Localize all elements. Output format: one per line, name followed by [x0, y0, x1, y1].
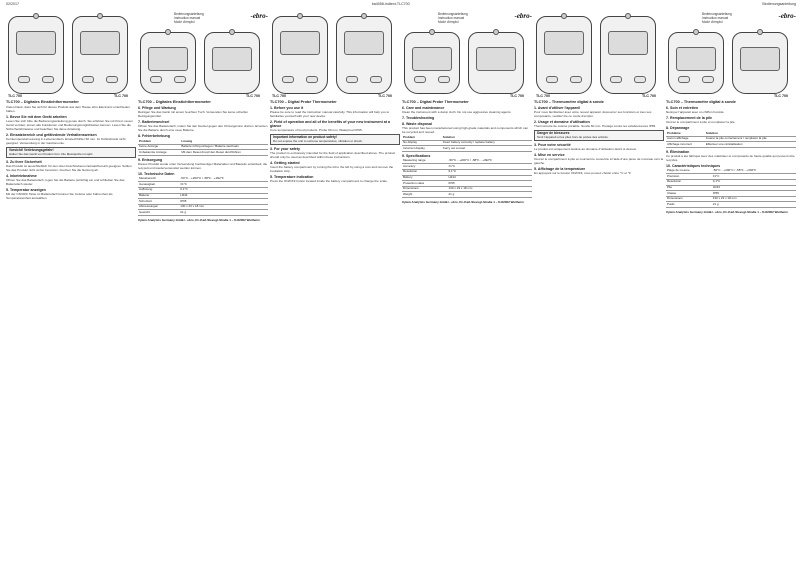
model-label: TLC 700	[378, 94, 392, 98]
section-text: Öffnen Sie das Batteriefach, legen Sie die Batterie polrichtig ein und schließen Sie das Batteriefach wieder.	[6, 178, 125, 187]
table-cell: -50°C…+200°C / -58°F…+392°F	[712, 169, 796, 174]
thermometer-front	[140, 32, 196, 94]
table-cell: Poids	[666, 202, 712, 208]
thermometer-back	[732, 32, 788, 94]
lcd-display	[148, 47, 188, 71]
section-text: Pour vous familiariser avec votre nouvel appareil, découvrez ses fonctions et tous ses composants, veuillez lire ce mode d'emploi.	[534, 110, 652, 118]
table-cell: Battery	[402, 175, 448, 181]
table-cell: Affichage incorrect	[666, 142, 705, 148]
device-illustration	[402, 28, 532, 98]
section-text: Insert the battery compartment by turning the lid to the left by using a coin and remove the insulation strip.	[270, 165, 394, 174]
header-file: ba4058-Indtext-TLC700	[371, 2, 410, 6]
section-text: Dieses Produkt wurde unter Verwendung hochwertiger Materialien und Bauteile entwickelt, die recycelt und wiederverwendet werden können.	[138, 161, 268, 170]
section-heading: 8. Waste disposal	[402, 122, 433, 126]
specifications-table	[402, 159, 532, 198]
section-heading: 2. Field of operation and all of the benefits of your new instrument at a glance	[270, 120, 391, 128]
table-cell: Problème	[666, 131, 705, 136]
button-icon	[282, 76, 294, 83]
section-heading: 7. Troubleshooting	[402, 116, 435, 120]
page-title: TLC700 – Digitales Einstichthermometer	[138, 100, 211, 104]
table-cell: Auflösung	[138, 187, 179, 193]
intro-text: Vielen Dank, dass Sie sich für dieses Produkt aus dem Hause ebro Electronic entschieden haben.	[6, 105, 130, 113]
model-label: TLC 700	[536, 94, 550, 98]
section-heading: 6. Care and maintenance	[402, 106, 445, 110]
table-cell: LR44	[179, 193, 268, 199]
section-heading: 4. Getting started	[270, 161, 300, 166]
specifications-table	[666, 169, 796, 208]
battery-compartment	[608, 31, 648, 55]
meta-line: Mode d'emploi	[174, 20, 195, 24]
section-heading: 5. Affichage de la température	[534, 167, 586, 172]
device-illustration	[534, 12, 664, 98]
table-cell: Messbereich	[138, 177, 179, 182]
manual-page-4	[402, 12, 532, 563]
table-cell: No display	[402, 140, 442, 146]
lcd-display	[16, 31, 56, 55]
section-text: Das Produkt ist ausschließlich für den oben beschriebenen Einsatzbereich geeignet. Sollten Sie das Produkt nicht sicher benutzen, brechen Sie die Nutzung ab.	[6, 164, 132, 173]
button-icon	[610, 76, 622, 83]
page-title: TLC700 – Digital Probe Thermometer	[270, 100, 337, 104]
table-cell: 21 g	[179, 210, 268, 216]
lcd-display	[280, 31, 320, 55]
table-cell: Schutzart	[138, 199, 179, 205]
warning-text: Tenir l'appareil et les piles hors de portée des enfants.	[537, 134, 609, 139]
section-text: Lesen Sie sich bitte die Bedienungsanleitung genau durch. Sie erfahren Sie mit Ihrem neuen Gerät vertraut, lernen alle Funktionen und Bedienungsmöglichkeiten kennen. Lesen Sie die Sicherheitshinweise und beachten Sie diese Anleitung.	[6, 119, 133, 131]
table-row	[402, 146, 532, 152]
meta-line: Bedienungsanleitung	[438, 12, 468, 16]
thermometer-back	[336, 16, 392, 94]
table-cell: Abmessungen	[138, 204, 179, 210]
table-row	[666, 202, 796, 208]
probe-icon	[165, 29, 171, 35]
table-cell: Gewicht	[138, 210, 179, 216]
warning-box	[270, 134, 400, 145]
thermometer-back	[204, 32, 260, 94]
lcd-display	[676, 47, 716, 71]
section-heading: 1. Bevor Sie mit dem Gerät arbeiten	[6, 115, 67, 119]
thermometer-front	[8, 16, 64, 94]
table-cell: IP65	[448, 181, 532, 187]
table-cell: Batterie	[138, 193, 179, 199]
section-heading: 7. Batteriewechsel	[138, 120, 170, 124]
table-cell: Batterie richtig einlegen / Batterie wechseln	[180, 144, 268, 150]
thermometer-back	[468, 32, 524, 94]
table-cell: 0,1°C	[179, 187, 268, 193]
company-address: Xylem Analytics Germany GmbH - ebro, Dr.-Karl-Slevogt-Straße 1 – D-82362 Weilheim	[402, 199, 524, 204]
probe-icon	[757, 29, 763, 35]
table-cell: Problem	[402, 135, 442, 140]
section-text: Clean the instrument with a damp cloth. Do not use aggressive cleaning agents.	[402, 110, 512, 114]
probe-icon	[33, 13, 39, 19]
model-label: TLC 700	[114, 94, 128, 98]
probe-icon	[229, 29, 235, 35]
device-illustration	[270, 12, 400, 98]
table-cell: ±1°C	[448, 164, 532, 170]
table-cell: Weight	[402, 192, 448, 198]
battery-compartment	[476, 47, 516, 71]
thermometer-front	[536, 16, 592, 94]
table-cell: Mit dem Reset-Knopf den Reset durchführen	[180, 150, 268, 156]
lcd-display	[412, 47, 452, 71]
probe-icon	[97, 13, 103, 19]
table-cell: LR44	[712, 185, 796, 191]
table-cell: 0,1°C	[712, 179, 796, 185]
warning-text: Halten Sie das Gerät von Kindern fern. Die Messspitze ist spitz.	[9, 151, 94, 156]
troubleshooting-table	[138, 139, 268, 156]
table-cell: Aucun affichage	[666, 136, 705, 142]
table-cell: Effectuer une réinitialisation	[705, 142, 796, 148]
print-header	[6, 2, 796, 10]
table-cell: Plage de mesure	[666, 169, 712, 174]
meta-line: Instruction manual	[438, 16, 465, 20]
section-heading: 8. Fehlerbehebung	[138, 134, 170, 138]
table-cell: Pile	[666, 185, 712, 191]
table-cell: Unbekannte Anzeige	[138, 150, 180, 156]
meta-line: Mode d'emploi	[702, 20, 723, 24]
section-heading: 6. Soin et entretien	[666, 106, 699, 110]
section-heading: 1. Before you use it	[270, 106, 304, 110]
button-icon	[414, 76, 426, 83]
brand-logo: -ebro-	[778, 12, 796, 20]
table-cell: IP65	[179, 199, 268, 205]
table-cell: Dimensions	[402, 186, 448, 192]
warning-box	[534, 130, 664, 141]
table-cell: -50°C…+200°C / -58°F…+392°F	[448, 159, 532, 164]
table-row	[138, 150, 268, 156]
thermometer-front	[668, 32, 724, 94]
manual-page-3	[270, 12, 400, 563]
probe-icon	[693, 29, 699, 35]
table-cell: Accuracy	[402, 164, 448, 170]
header-doc-type: Bedienungsanleitung	[762, 2, 796, 6]
button-icon	[306, 76, 318, 83]
battery-compartment	[212, 47, 252, 71]
section-text: Core temperature of food products. Probe 60 mm. Waterproof IP65.	[270, 128, 363, 132]
table-cell: Carry out a reset	[442, 146, 532, 152]
button-icon	[346, 76, 358, 83]
section-text: Ouvrez le compartiment à pile en tournant le couvercle à l'aide d'une pièce de monnaie vers la gauche.	[534, 157, 664, 166]
manual-page-5	[534, 12, 664, 563]
model-label: TLC 700	[272, 94, 286, 98]
manual-page-1	[6, 12, 136, 563]
button-icon	[570, 76, 582, 83]
probe-icon	[625, 13, 631, 19]
table-cell: Incorrect display	[402, 146, 442, 152]
table-cell: Solution	[442, 135, 532, 140]
table-cell: Lösung	[180, 139, 268, 144]
section-text: Öffnen Sie das Batteriefach, indem Sie den Deckel gegen den Uhrzeigersinn drehen. Ersetzen Sie die Batterie durch eine neue Batterie.	[138, 124, 268, 132]
page-title: TLC700 – Thermomètre digital à sonde	[666, 100, 736, 104]
warning-title: Vorsicht! Verletzungsgefahr!	[9, 148, 54, 152]
table-cell: Keine Anzeige	[138, 144, 180, 150]
brand-logo: -ebro-	[514, 12, 532, 20]
section-text: The product is exclusively intended for the field of application described above. The product should only be used as described within these instructions.	[270, 151, 396, 160]
table-cell: Insert battery correctly / replace battery	[442, 140, 532, 146]
table-cell: Problem	[138, 139, 180, 144]
page-title: TLC700 – Digitales Einstichthermometer	[6, 100, 79, 104]
section-heading: 6. Pflege und Wartung	[138, 106, 176, 110]
button-icon	[546, 76, 558, 83]
button-icon	[370, 76, 382, 83]
probe-icon	[493, 29, 499, 35]
button-icon	[82, 76, 94, 83]
section-heading: 3. Zu Ihrer Sicherheit	[6, 160, 42, 165]
section-text: This product has been manufactured using high-grade materials and components which can be recycled and reused.	[402, 126, 529, 134]
section-text: Kerntemperaturmessung in Lebensmitteln. Einstechfühler 60 mm. Im Kühlschrank nicht geeignet. Verwendung in der Gastronomie.	[6, 137, 126, 145]
meta-line: Instruction manual	[174, 16, 201, 20]
probe-icon	[361, 13, 367, 19]
specifications-table	[138, 177, 268, 216]
meta-line: Bedienungsanleitung	[174, 12, 204, 16]
battery-compartment	[344, 31, 384, 55]
header-date: 02/2017	[6, 2, 19, 6]
warning-title: Important information on product safety!	[273, 135, 337, 139]
table-cell: -50°C…+200°C / -58°F…+392°F	[179, 177, 268, 182]
section-heading: 5. Temperature indication	[270, 175, 314, 180]
page-title: TLC700 – Thermomètre digital à sonde	[534, 100, 604, 104]
meta-line: Bedienungsanleitung	[702, 12, 732, 16]
section-text: Please be sure to read the instruction manual carefully. This information will help you to familiarise yourself with your new device.	[270, 110, 390, 118]
section-text: Ce produit a été fabriqué avec des matériaux et composants de haute qualité qui peuvent être recyclés.	[666, 153, 795, 162]
button-icon	[702, 76, 714, 83]
section-heading: 9. Specifications	[402, 153, 431, 158]
model-label: TLC 700	[774, 94, 788, 98]
model-label: TLC 700	[642, 94, 656, 98]
manual-page-2	[138, 12, 268, 563]
meta-line: Instruction manual	[702, 16, 729, 20]
section-heading: 7. Remplacement de la pile	[666, 116, 712, 120]
section-text: Le produit est uniquement destiné au domaine d'utilisation décrit ci-dessus.	[534, 147, 637, 152]
section-heading: 2. Einsatzbereich und gefährdende Verhaltensweisen	[6, 133, 97, 137]
section-text: En appuyant sur le bouton ON/OFF, vous pouvez choisir entre °C et °F.	[534, 171, 632, 176]
section-heading: 5. Temperatur anzeigen	[6, 188, 46, 193]
button-icon	[438, 76, 450, 83]
probe-icon	[561, 13, 567, 19]
model-label: TLC 700	[246, 94, 260, 98]
probe-icon	[429, 29, 435, 35]
warning-title: Danger de blessures	[537, 131, 570, 135]
device-illustration	[666, 28, 796, 98]
section-text: Thermomètre de cuisine portable. Sonde 60 mm. Protégé contre les éclaboussures IP65.	[534, 124, 657, 128]
table-cell: Insérer la pile correctement / remplacer la pile	[705, 136, 796, 142]
button-icon	[634, 76, 646, 83]
section-heading: 8. Dépannage	[666, 126, 690, 130]
model-label: TLC 700	[510, 94, 524, 98]
table-cell: Résolution	[666, 179, 712, 185]
section-heading: 3. Pour votre sécurité	[534, 143, 571, 148]
section-heading: 9. Entsorgung	[138, 157, 163, 162]
section-heading: 10. Technische Daten	[138, 171, 175, 176]
warning-box	[6, 147, 136, 158]
brand-logo: -ebro-	[250, 12, 268, 20]
button-icon	[18, 76, 30, 83]
device-illustration	[138, 28, 268, 98]
table-cell: 21 g	[448, 192, 532, 198]
thermometer-front	[272, 16, 328, 94]
warning-text: Do not expose the unit to extreme temperatures, vibration or shock.	[273, 138, 363, 143]
section-heading: 10. Caractéristiques techniques	[666, 163, 721, 168]
section-heading: 4. Mise en service	[534, 153, 565, 158]
table-cell: ±1°C	[179, 182, 268, 188]
table-cell: Solution	[705, 131, 796, 136]
table-row	[666, 142, 796, 148]
page-title: TLC700 – Digital Probe Thermometer	[402, 100, 469, 104]
table-row	[138, 210, 268, 216]
device-illustration	[6, 12, 136, 98]
table-cell: Dimensions	[666, 196, 712, 202]
table-cell: Resolution	[402, 169, 448, 175]
table-cell: Measuring range	[402, 159, 448, 164]
table-cell: 130 x 23 x 18 mm	[712, 196, 796, 202]
section-text: Press the ON/OFF button located inside the battery compartment to change the scale.	[270, 179, 388, 184]
table-cell: 130 x 23 x 18 mm	[448, 186, 532, 192]
table-cell: ±1°C	[712, 174, 796, 180]
battery-compartment	[740, 47, 780, 71]
button-icon	[174, 76, 186, 83]
battery-compartment	[80, 31, 120, 55]
troubleshooting-table	[402, 135, 532, 152]
thermometer-back	[600, 16, 656, 94]
table-cell: 0.1°C	[448, 169, 532, 175]
section-heading: 3. For your safety	[270, 147, 300, 152]
table-row	[402, 192, 532, 198]
company-address: Xylem Analytics Germany GmbH - ebro, Dr.-Karl-Slevogt-Straße 1 – D-82362 Weilheim	[666, 209, 788, 214]
meta-line: Mode d'emploi	[438, 20, 459, 24]
model-label: TLC 700	[8, 94, 22, 98]
table-cell: Protection class	[402, 181, 448, 187]
section-heading: 2. Usage et domaine d'utilisation	[534, 120, 590, 124]
button-icon	[678, 76, 690, 83]
table-cell: IP65	[712, 191, 796, 197]
table-cell: Classe	[666, 191, 712, 197]
section-text: Ouvrez le compartiment à pile et remplacez la pile.	[666, 120, 736, 124]
button-icon	[42, 76, 54, 83]
section-heading: 4. Inbetriebnahme	[6, 174, 37, 179]
company-address: Xylem Analytics Germany GmbH - ebro, Dr.-Karl-Slevogt-Straße 1 – D-82362 Weilheim	[138, 217, 260, 222]
table-cell: LR44	[448, 175, 532, 181]
table-cell: 130 x 23 x 18 mm	[179, 204, 268, 210]
troubleshooting-table	[666, 131, 796, 148]
table-cell: 21 g	[712, 202, 796, 208]
thermometer-back	[72, 16, 128, 94]
table-cell: Genauigkeit	[138, 182, 179, 188]
table-cell: Précision	[666, 174, 712, 180]
thermometer-front	[404, 32, 460, 94]
section-text: Mit der ON/OFF Taste im Batteriefach können Sie Celsius oder Fahrenheit als Temperatureinheit auswählen.	[6, 192, 113, 201]
section-text: Nettoyer l'appareil avec un chiffon humide.	[666, 110, 725, 114]
button-icon	[150, 76, 162, 83]
button-icon	[106, 76, 118, 83]
lcd-display	[544, 31, 584, 55]
probe-icon	[297, 13, 303, 19]
manual-page-6	[666, 12, 796, 563]
section-text: Reinigen Sie das Gerät mit einem feuchten Tuch. Verwenden Sie keine scharfen Reinigungsmittel.	[138, 110, 249, 118]
section-heading: 9. Élimination	[666, 149, 690, 154]
section-heading: 1. Avant d'utiliser l'appareil	[534, 106, 581, 110]
